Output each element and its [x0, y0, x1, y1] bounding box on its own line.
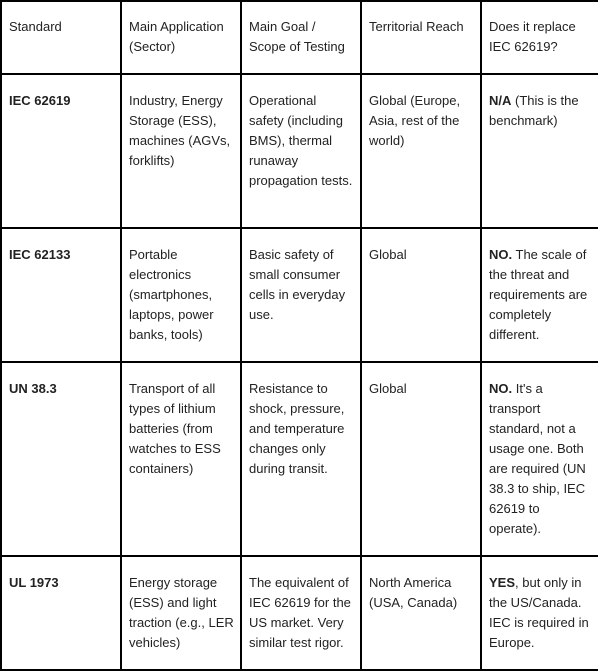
cell-goal: Resistance to shock, pressure, and temperature changes only during transit.	[241, 362, 361, 556]
replace-note: The scale of the threat and requirements are completely different.	[489, 247, 588, 342]
table-row	[1, 556, 598, 670]
header-main-goal: Main Goal / Scope of Testing	[241, 1, 361, 74]
cell-goal: The equivalent of IEC 62619 for the US market. Very similar test rigor.	[241, 556, 361, 670]
cell-standard: UN 38.3	[1, 362, 121, 556]
cell-reach: North America (USA, Canada)	[361, 556, 481, 670]
table-row	[1, 362, 598, 556]
cell-standard: IEC 62133	[1, 228, 121, 362]
cell-standard: UL 1973	[1, 556, 121, 670]
table-header-row	[1, 1, 598, 74]
cell-replace	[481, 362, 598, 556]
cell-replace	[481, 74, 598, 228]
table-row	[1, 228, 598, 362]
replace-note: (This is the benchmark)	[489, 93, 579, 128]
cell-reach: Global (Europe, Asia, rest of the world)	[361, 74, 481, 228]
header-standard: Standard	[1, 1, 121, 74]
replace-note: It's a transport standard, not a usage one. Both are required (UN 38.3 to ship, IEC 62619 to operate).	[489, 381, 586, 536]
header-main-application: Main Application (Sector)	[121, 1, 241, 74]
header-territorial-reach: Territorial Reach	[361, 1, 481, 74]
cell-application: Industry, Energy Storage (ESS), machines (AGVs, forklifts)	[121, 74, 241, 228]
cell-application: Transport of all types of lithium batteries (from watches to ESS containers)	[121, 362, 241, 556]
header-replaces-iec-62619: Does it replace IEC 62619?	[481, 1, 598, 74]
replace-verdict: NO.	[489, 381, 513, 396]
cell-replace	[481, 228, 598, 362]
cell-replace	[481, 556, 598, 670]
cell-application: Energy storage (ESS) and light traction (e.g., LER vehicles)	[121, 556, 241, 670]
replace-verdict: N/A	[489, 93, 512, 108]
cell-reach: Global	[361, 362, 481, 556]
cell-reach: Global	[361, 228, 481, 362]
replace-note: , but only in the US/Canada. IEC is required in Europe.	[489, 575, 589, 650]
table-row	[1, 74, 598, 228]
cell-goal: Operational safety (including BMS), thermal runaway propagation tests.	[241, 74, 361, 228]
cell-goal: Basic safety of small consumer cells in everyday use.	[241, 228, 361, 362]
replace-verdict: YES	[489, 575, 516, 590]
cell-standard: IEC 62619	[1, 74, 121, 228]
cell-application: Portable electronics (smartphones, laptops, power banks, tools)	[121, 228, 241, 362]
replace-verdict: NO.	[489, 247, 513, 262]
